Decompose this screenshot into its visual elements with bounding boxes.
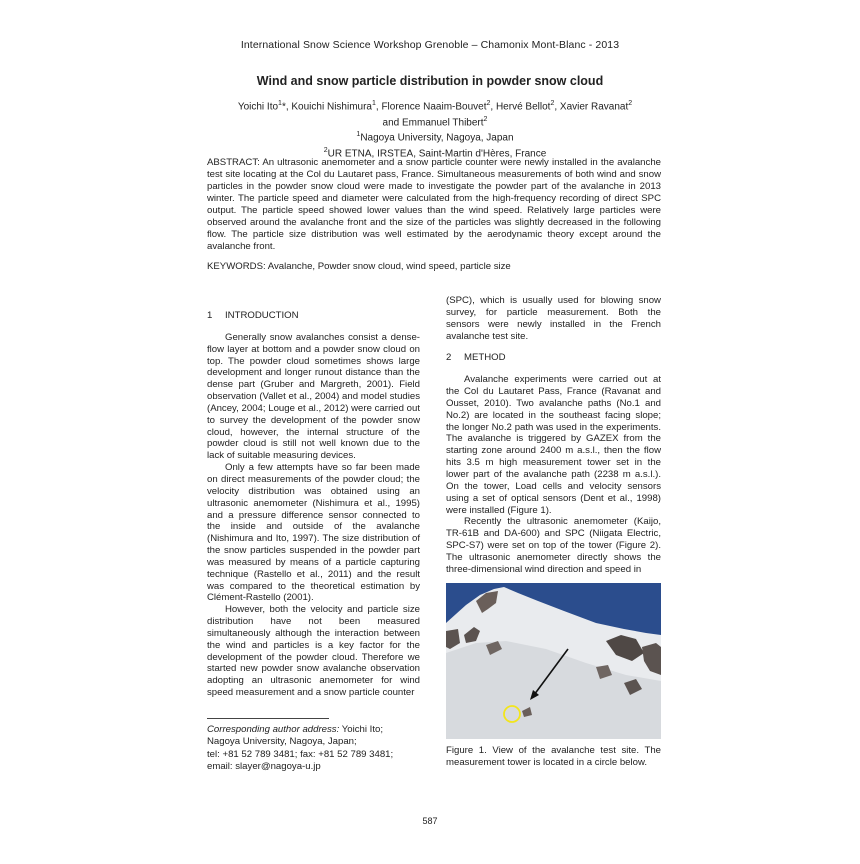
author-name: , Florence Naaim-Bouvet bbox=[375, 101, 487, 113]
affiliation-mark: 1 bbox=[356, 131, 361, 139]
paragraph: Avalanche experiments were carried out at the Col du Lautaret Pass, France (Ravanat and Ousset, 2010). Two avalanche paths (No.1 and No.2) are located in the southeast facing slope; the longer No.2 path was used in the experiments. The avalanche is triggered by GAZEX from the starting zone around 2400 m a.s.l., then the flow hits 3.5 m high measurement tower set in the lower part of the avalanche path (2238 m a.s.l.). On the tower, Load cells and velocity sensors using a set of optical sensors (Dent et al., 1998) were installed (Figure 1). bbox=[446, 374, 661, 516]
left-column bbox=[207, 310, 420, 699]
spacer bbox=[446, 342, 661, 352]
author-line-2 bbox=[180, 114, 690, 130]
affiliation-mark: 2 bbox=[550, 100, 555, 107]
affiliation-mark: 1 bbox=[278, 100, 282, 107]
section-heading-introduction bbox=[207, 310, 420, 322]
figure-avalanche-site-photo bbox=[446, 583, 661, 739]
section-title: METHOD bbox=[464, 352, 506, 364]
author-name: Kouichi Nishimura bbox=[291, 101, 372, 113]
keywords: KEYWORDS: Avalanche, Powder snow cloud, wind speed, particle size bbox=[207, 261, 511, 272]
author-block bbox=[180, 98, 690, 161]
footnote bbox=[207, 724, 422, 773]
author-separator: *, bbox=[281, 101, 292, 113]
footnote-line-3: tel: +81 52 789 3481; fax: +81 52 789 3481; bbox=[207, 748, 394, 760]
section-title: INTRODUCTION bbox=[225, 310, 299, 321]
section-number: 2 bbox=[446, 352, 452, 364]
affiliation-text: Nagoya University, Nagoya, Japan bbox=[360, 132, 514, 144]
footnote-line-2: Nagoya University, Nagoya, Japan; bbox=[207, 736, 357, 748]
author-name: and Emmanuel Thibert bbox=[382, 116, 484, 128]
section-number: 1 bbox=[207, 310, 213, 321]
paragraph: Generally snow avalanches consist a dense-flow layer at bottom and a powder snow cloud on top. The powder cloud sometimes shows large development and longer runout distance than the dense part (Gruber and Margreth, 2001). Field observation (Vallet et al., 2004) and model studies (Ancey, 2004; Louge et al., 2012) were carried out to survey the development of the powder snow cloud, however, the internal structure of the powder cloud is still not well known due to the lack of suitable measuring devices. bbox=[207, 331, 420, 462]
affiliation-1 bbox=[180, 129, 690, 145]
author-name: Yoichi Ito bbox=[237, 101, 279, 113]
affiliation-text: UR ETNA, IRSTEA, Saint-Martin d'Hères, France bbox=[327, 148, 547, 160]
affiliation-mark: 2 bbox=[483, 115, 488, 123]
figure-caption: Figure 1. View of the avalanche test site. The measurement tower is located in a circle below. bbox=[446, 745, 661, 768]
footnote-divider bbox=[207, 718, 329, 719]
affiliation-mark: 1 bbox=[371, 100, 376, 107]
footnote-author: Yoichi Ito; bbox=[339, 724, 384, 735]
paragraph: Only a few attempts have so far been made on direct measurements of the powder cloud; the velocity distribution was obtained using an ultrasonic anemometer (Nishimura et al., 1995) and a pressure difference sensor connected to the inside and outside of the avalanche (Nishimura and Ito, 1997). The size distribution of the snow particles suspended in the powder part was measured by means of a particle capturing technique (Rastello et al., 2011) and the result was compared to the theoretical estimation by Clément-Rastello (2001). bbox=[207, 462, 420, 604]
mountain-photo bbox=[446, 583, 661, 739]
paragraph-continued: (SPC), which is usually used for blowing snow survey, for particle measurement. Both the sensors were newly installed in the French avalanche test site. bbox=[446, 295, 661, 342]
paper-title: Wind and snow particle distribution in powder snow cloud bbox=[256, 74, 604, 88]
affiliation-mark: 2 bbox=[628, 100, 633, 107]
paragraph: However, both the velocity and particle size distribution have not been measured simultaneously although the interaction between the wind and particles is a key factor for the development of the powder cloud. Therefore we started new powder snow avalanche observation adopting an ultrasonic anemometer for wind speed measurement and a snow particle counter bbox=[207, 604, 420, 699]
right-column bbox=[446, 295, 661, 576]
conference-header: International Snow Science Workshop Grenoble – Chamonix Mont-Blanc - 2013 bbox=[240, 39, 620, 51]
author-name: , Hervé Bellot bbox=[490, 101, 551, 113]
footnote-line-1 bbox=[207, 724, 422, 736]
footnote-label: Corresponding author address: bbox=[207, 724, 340, 735]
section-heading-method bbox=[446, 352, 661, 364]
page-number: 587 bbox=[422, 816, 438, 826]
paragraph: Recently the ultrasonic anemometer (Kaijo, TR-61B and DA-600) and SPC (Niigata Electric, SPC-S7) were set on top of the tower (Figure 2). The ultrasonic anemometer directly shows the three-dimensional wind direction and speed in bbox=[446, 516, 661, 575]
author-name: , Xavier Ravanat bbox=[554, 101, 629, 113]
abstract: ABSTRACT: An ultrasonic anemometer and a snow particle counter were newly installed in the avalanche test site locating at the Col du Lautaret pass, France. Simultaneous measurements of both wind and snow particles in the powder snow cloud were made to investigate the powder part of the avalanche in 2013 winter. The particle speed and diameter were calculated from the high-frequency recording of direct SPC output. The particle speed showed lower values than the wind speed. Relatively large particles were observed around the avalanche front and the size of the particles was slightly decreased in the following flow. The particle size distribution was well estimated by the aerodynamic theory except around the avalanche front. bbox=[207, 157, 661, 252]
affiliation-mark: 2 bbox=[323, 146, 328, 154]
footnote-line-4: email: slayer@nagoya-u.jp bbox=[207, 760, 321, 772]
author-line-1 bbox=[180, 98, 690, 114]
affiliation-mark: 2 bbox=[486, 100, 491, 107]
